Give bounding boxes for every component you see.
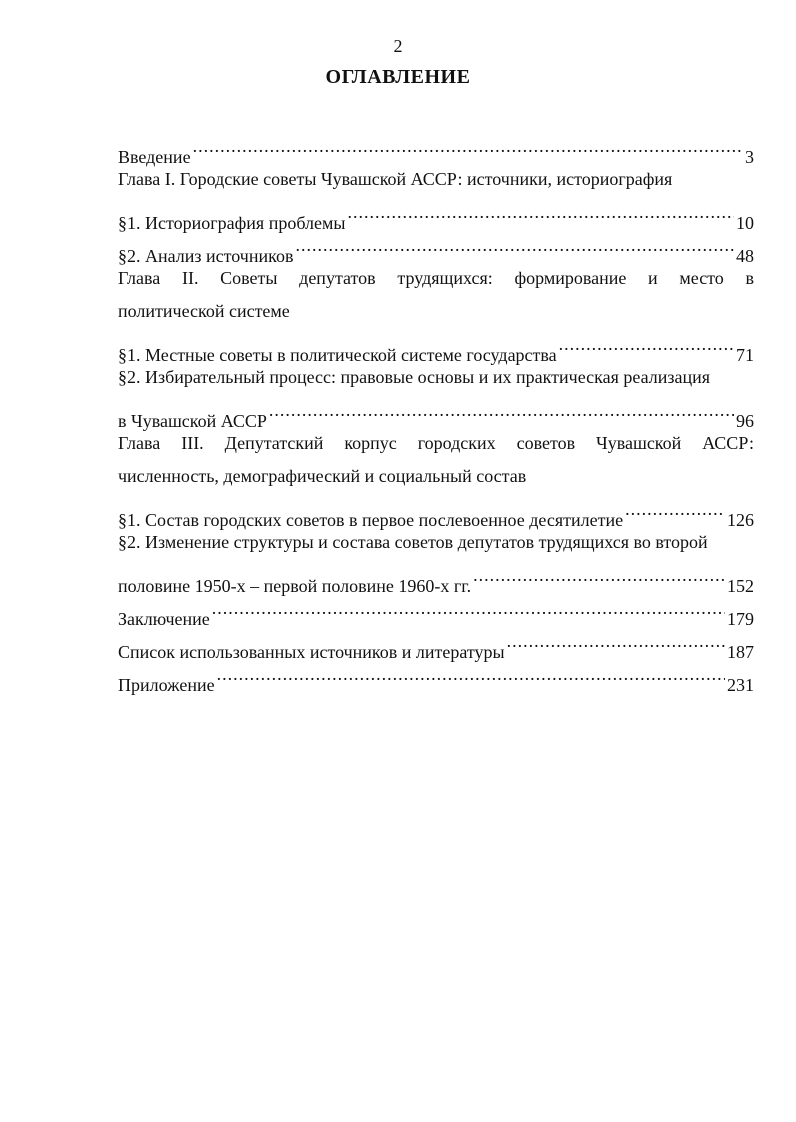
dot-leader (625, 493, 725, 526)
dot-leader (559, 328, 734, 361)
toc-page-number: 71 (736, 345, 754, 365)
page-title: ОГЛАВЛЕНИЕ (325, 66, 471, 88)
dot-leader (269, 394, 734, 427)
toc-page-number: 48 (736, 246, 754, 266)
table-of-contents (118, 130, 754, 695)
toc-entry-text: Введение (118, 147, 191, 167)
toc-entry-ch1-s1 (118, 196, 754, 233)
toc-page-number: 3 (745, 147, 754, 167)
toc-entry-text: Заключение (118, 609, 210, 629)
toc-entry-text: половине 1950-х – первой половине 1960-х гг. (118, 576, 472, 596)
toc-entry-ch2-s2-line1: §2. Избирательный процесс: правовые основы и их практическая реализация (118, 367, 710, 387)
dot-leader (507, 625, 725, 658)
dot-leader (295, 229, 734, 262)
toc-chapter-3-heading-cont: численность, демографический и социальный состав (118, 466, 527, 486)
toc-entry-ch3-s2-line1: §2. Изменение структуры и состава советов депутатов трудящихся во второй (118, 532, 708, 552)
toc-entry-sources (118, 625, 754, 662)
toc-page-number: 152 (727, 576, 754, 596)
toc-chapter-2-heading-cont: политической системе (118, 301, 290, 321)
toc-entry-text: §2. Анализ источников (118, 246, 294, 266)
toc-page-number: 126 (727, 510, 754, 530)
dot-leader (193, 130, 743, 163)
toc-chapter-2-heading: Глава II. Советы депутатов трудящихся: формирование и место в (118, 268, 754, 288)
toc-page-number: 10 (736, 213, 754, 233)
toc-chapter-1-heading: Глава I. Городские советы Чувашской АССР: источники, историография (118, 169, 673, 189)
toc-chapter-3-heading: Глава III. Депутатский корпус городских советов Чувашской АССР: (118, 433, 754, 453)
toc-entry-text: §1. Историография проблемы (118, 213, 346, 233)
toc-page-number: 231 (727, 675, 754, 695)
toc-page-number: 179 (727, 609, 754, 629)
toc-entry-text: в Чувашской АССР (118, 411, 267, 431)
toc-entry-text: Приложение (118, 675, 215, 695)
dot-leader (217, 658, 725, 691)
toc-entry-ch2-s2 (118, 394, 754, 431)
page-number: 2 (393, 36, 403, 56)
dot-leader (348, 196, 735, 229)
toc-entry-text: §1. Местные советы в политической системе государства (118, 345, 557, 365)
toc-entry-ch3-s1 (118, 493, 754, 530)
dot-leader (473, 559, 725, 592)
toc-entry-text: Список использованных источников и литературы (118, 642, 505, 662)
toc-page-number: 187 (727, 642, 754, 662)
dot-leader (212, 592, 725, 625)
toc-entry-conclusion (118, 592, 754, 629)
toc-page-number: 96 (736, 411, 754, 431)
toc-entry-intro (118, 130, 754, 167)
toc-entry-ch2-s1 (118, 328, 754, 365)
toc-entry-text: §1. Состав городских советов в первое послевоенное десятилетие (118, 510, 624, 530)
toc-entry-ch3-s2 (118, 559, 754, 596)
